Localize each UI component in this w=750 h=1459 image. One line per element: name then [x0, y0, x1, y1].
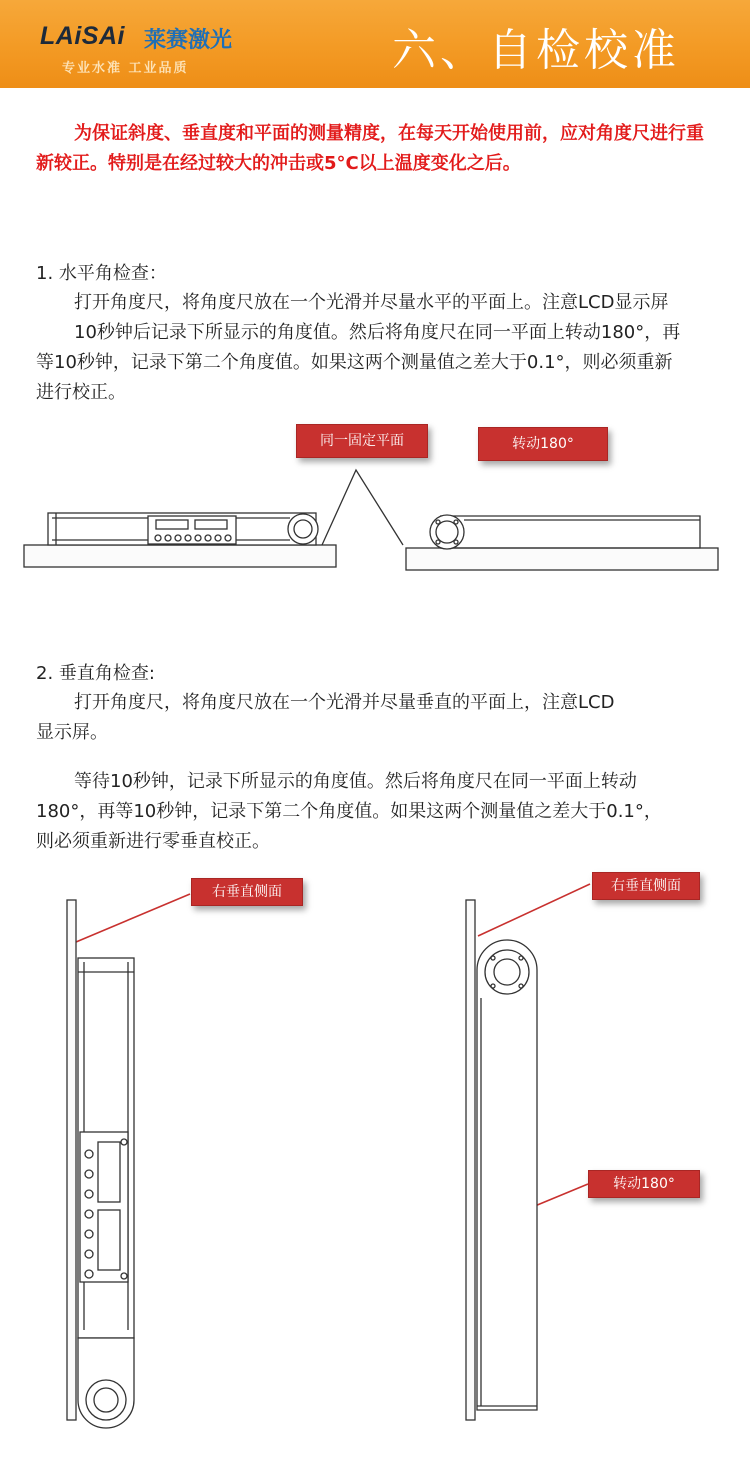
section2-body-b	[36, 767, 736, 857]
intro-text: 为保证斜度、垂直度和平面的测量精度，在每天开始使用前，应对角度尺进行重新较正。特别是在经过较大的冲击或5°C以上温度变化之后。	[36, 123, 704, 174]
section2-line: 180°，再等10秒钟，记录下第二个角度值。如果这两个测量值之差大于0.1°，	[36, 801, 662, 822]
section1-line: 10秒钟后记录下所显示的角度值。然后将角度尺在同一平面上转动180°，再	[74, 322, 681, 343]
section1-line: 进行校正。	[36, 382, 126, 403]
section2-body-a	[36, 688, 736, 748]
section1-body	[36, 288, 736, 408]
horizontal-check-illustration	[0, 460, 750, 580]
callout-rotate-180-vertical: 转动180°	[588, 1170, 700, 1198]
logo-latin-text: LAiSAi	[40, 22, 125, 50]
callout-right-vertical-side-left: 右垂直侧面	[191, 878, 303, 906]
callout-rotate-180: 转动180°	[478, 427, 608, 461]
vertical-check-illustration	[0, 880, 750, 1440]
callout-right-vertical-side-right: 右垂直侧面	[592, 872, 700, 900]
section2-line: 打开角度尺，将角度尺放在一个光滑并尽量垂直的平面上，注意LCD	[74, 692, 615, 713]
section2-line: 等待10秒钟，记录下所显示的角度值。然后将角度尺在同一平面上转动	[74, 771, 637, 792]
section1-line: 等10秒钟，记录下第二个角度值。如果这两个测量值之差大于0.1°，则必须重新	[36, 352, 673, 373]
section2-heading: 2. 垂直角检查:	[36, 663, 155, 684]
callout-fixed-plane: 同一固定平面	[296, 424, 428, 458]
header-banner	[0, 0, 750, 88]
section2-line: 显示屏。	[36, 722, 108, 743]
section1-heading: 1. 水平角检查：	[36, 263, 167, 284]
page-title: 六、自检校准	[392, 25, 680, 76]
section2-line: 则必须重新进行零垂直校正。	[36, 831, 270, 852]
intro-warning	[36, 119, 716, 179]
logo-chinese-text: 莱赛激光	[144, 28, 233, 53]
section1-line: 打开角度尺，将角度尺放在一个光滑并尽量水平的平面上。注意LCD显示屏	[74, 292, 669, 313]
brand-slogan: 专业水准 工业品质	[62, 61, 189, 76]
